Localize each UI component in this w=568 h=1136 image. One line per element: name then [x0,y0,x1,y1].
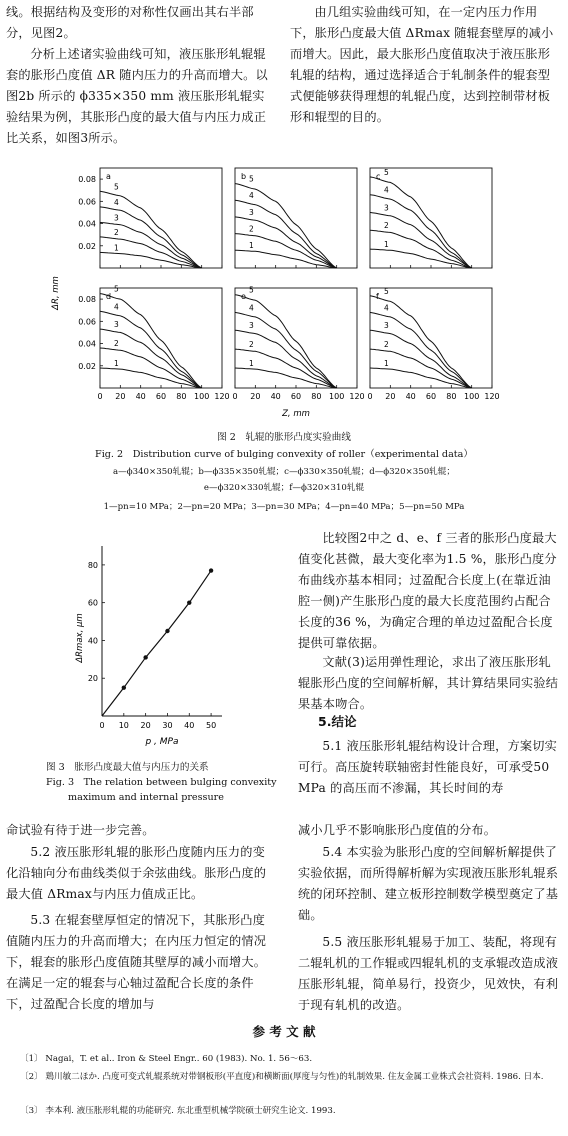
fig2-xlabel: Z, mm [282,409,310,419]
fig2-legend-line1: a—ϕ340×350轧辊；b—ϕ335×350轧辊；c—ϕ330×350轧辊；d—ϕ320×350轧辊； [113,467,455,477]
fig3-ytick-label: 60 [87,598,98,608]
fig2-series-label: 1 [248,241,254,251]
fig2-panel-letter: b [241,172,247,181]
fig2-xtick-label: 60 [155,392,167,401]
fig2-ytick-label: 0.02 [78,361,96,371]
para-left-bottom-cont: 命试验有待于进一步完善。 [6,823,155,837]
fig2-series-label: 5 [383,167,389,177]
fig3-xtick-label: 10 [118,721,129,730]
fig2-series-label: 4 [383,303,389,313]
fig2-series-label: 4 [383,185,389,195]
fig2-xtick-label: 40 [270,392,281,401]
reference-1: 〔1〕 Nagai，T. et al.. Iron & Steel Engr.. 60 (1983). No. 1. 56～63. [20,1054,313,1064]
fig2-series-label: 1 [248,359,254,368]
fig2-series-label: 3 [113,213,119,223]
fig2-ytick-label: 0.06 [78,197,96,207]
fig2-series-label: 4 [248,303,254,313]
fig2-panel-letter: a [106,172,111,181]
para-left-analysis: 分析上述诸实验曲线可知，液压胀形轧辊辊套的胀形凸度值 ΔR 随内压力的升高而增大。以图2b 所示的 ϕ335×350 mm 液压胀形轧辊实验结果为例，其胀形凸度的最大值与内压力成正比关系，如图3所示。 [6,47,268,145]
fig3-caption-en1: Fig. 3 The relation between bulging convexity [46,777,277,788]
fig3-data-point [187,600,191,604]
fig2-series-label: 5 [113,284,119,294]
fig2-xtick-label: 100 [194,392,210,401]
fig2-panel-letter: c [376,172,381,181]
fig2-series-label: 4 [113,302,119,312]
fig3-ytick-label: 80 [87,560,98,570]
para-right-bottom-cont: 减小几乎不影响胀形凸度值的分布。 [298,823,497,837]
fig3-data-point [122,685,126,689]
fig2-legend-line2: e—ϕ320×330轧辊；f—ϕ320×310轧辊 [203,483,365,493]
fig3-line [102,571,211,716]
fig2-panel-c [370,168,492,268]
fig2-panel-a [78,168,222,268]
para-right-top: 由几组实验曲线可知，在一定内压力作用下，胀形凸度最大值 ΔRmax 随辊套壁厚的减小而增大。因此，最大胀形凸度值取决于液压胀形轧辊的结构，通过选择适合于轧制条件的辊套型式便能够获得理想的轧辊凸度，达到控制带材板形和辊型的目的。 [290,5,554,124]
fig2-series-label: 4 [113,197,119,207]
fig2-series-label: 3 [248,207,254,217]
fig2-series-label: 1 [383,240,389,250]
fig2-caption-cn: 图 2 轧辊的胀形凸度实验曲线 [217,432,351,443]
fig2-series-label: 1 [383,359,389,368]
fig2-xtick-label: 80 [176,392,187,401]
fig2-xtick-label: 100 [329,392,345,401]
fig2-panel-letter: d [106,292,112,301]
fig2-series-label: 2 [383,340,389,350]
fig2-xtick-label: 40 [135,392,146,401]
fig2-series-label: 3 [383,321,389,331]
fig2-series-label: 4 [248,191,254,201]
fig2-series-label: 3 [383,203,389,213]
fig2-series-label: 3 [248,321,254,331]
section-5-title: 5.结论 [318,714,357,729]
fig3-caption-cn: 图 3 胀形凸度最大值与内压力的关系 [46,762,209,773]
fig2-series-label: 2 [248,224,254,234]
fig3-data-point [143,655,147,659]
fig2-panel-f [367,287,499,401]
para-5-2: 5.2 液压胀形轧辊的胀形凸度随内压力的变化沿轴向分布曲线类似于余弦曲线。胀形凸度的最大值 ΔRmax与内压力值成正比。 [6,845,267,901]
fig2-xtick-label: 60 [290,392,302,401]
fig2-xtick-label: 20 [115,392,126,401]
fig2-series-label: 1 [113,243,119,253]
fig2-chart [0,158,568,420]
reference-2: 〔2〕 鶏川敏二ほか. 凸度可变式轧辊系统对带钢板形(平直度)和横断面(厚度与匀性)的轧制效果. 住友金属工业株式会社资料. 1986. 日本. [20,1072,544,1082]
para-right-ref3: 文献(3)运用弹性理论，求出了液压胀形轧辊胀形凸度的空间解析解，其计算结果同实验结果基本吻合。 [298,655,559,711]
fig2-ytick-label: 0.04 [78,219,96,229]
para-5-4: 5.4 本实验为胀形凸度的空间解析解提供了实验依据，而所得解析解为实现液压胀形轧辊系统的闭环控制、建立板形控制数学模型奠定了基础。 [298,845,559,922]
fig2-xtick-label: 20 [250,392,261,401]
fig2-legend-line3: 1—pn=10 MPa；2—pn=20 MPa；3—pn=30 MPa；4—pn=40 MPa；5—pn=50 MPa [103,502,465,512]
fig3-chart [30,538,250,758]
fig2-ytick-label: 0.08 [78,295,96,305]
fig2-series-label: 1 [113,359,119,368]
reference-3: 〔3〕 李本利. 液压胀形轧辊的功能研究. 东北重型机械学院硕士研究生论文. 1993. [20,1106,336,1116]
fig2-panel-letter: f [376,292,379,301]
fig2-panel-d [78,285,229,401]
fig2-panel-frame [370,168,492,268]
fig2-xtick-label: 20 [385,392,396,401]
fig3-xtick-label: 40 [184,721,195,730]
fig2-series-label: 5 [248,174,254,184]
fig3-xtick-label: 50 [205,721,217,730]
fig2-ylabel: ΔR, mm [51,276,61,310]
fig2-series-label: 5 [248,285,254,295]
fig2-series-line [100,348,202,388]
fig2-panel-letter: e [241,292,246,301]
fig2-xtick-label: 0 [97,392,103,401]
fig2-series-label: 2 [113,227,119,237]
fig3-data-point [209,568,213,572]
para-left-top: 线。根据结构及变形的对称性仅画出其右半部分，见图2。 [6,5,254,40]
fig2-xtick-label: 60 [425,392,437,401]
para-5-5: 5.5 液压胀形轧辊易于加工、装配，将现有二辊轧机的工作辊或四辊轧机的支承辊改造成液压胀形轧辊，简单易行，投资少，见效快，有利于现有轧机的改造。 [298,935,559,1012]
fig3-data-point [165,629,169,633]
fig2-ytick-label: 0.06 [78,317,96,327]
fig2-xtick-label: 0 [232,392,238,401]
fig2-series-label: 5 [113,182,119,192]
para-right-compare: 比较图2中之 d、e、f 三者的胀形凸度最大值变化甚微，最大变化率为1.5 %，胀形凸度分布曲线亦基本相同；过盈配合长度上(在靠近油腔一侧)产生胀形凸度的最大长度范围约占配合长度的36 %，为确定合理的单边过盈配合长度提供可靠依据。 [298,531,557,650]
fig3-ylabel: ΔRmax, μm [75,613,85,663]
references-title: 参 考 文 献 [252,1024,316,1039]
fig3-ytick-label: 20 [87,674,98,684]
fig3-caption-en2: maximum and internal pressure [68,792,224,803]
fig2-series-label: 2 [113,339,119,348]
para-5-1: 5.1 液压胀形轧辊结构设计合理，方案切实可行。高压旋转联轴密封性能良好，可承受50 MPa 的高压而不渗漏，其长时间的寿 [298,739,558,795]
fig3-ytick-label: 40 [87,636,98,646]
fig2-series-label: 2 [383,221,389,231]
fig3-xtick-label: 0 [99,721,105,730]
fig2-xtick-label: 120 [214,392,230,401]
fig2-panel-e [232,286,364,401]
fig2-xtick-label: 100 [464,392,480,401]
para-5-3: 5.3 在辊套壁厚恒定的情况下，其胀形凸度值随内压力的升高而增大；在内压力恒定的情况下，辊套的胀形凸度值随其壁厚的减小而增大。在满足一定的辊套与心轴过盈配合长度的条件下，过盈配合长度的增加与 [6,913,267,1011]
fig2-ytick-label: 0.02 [78,241,96,251]
fig2-ytick-label: 0.08 [78,175,96,185]
fig2-xtick-label: 80 [446,392,457,401]
fig3-xlabel: p , MPa [145,737,179,747]
fig2-xtick-label: 40 [405,392,416,401]
fig2-panel-b [235,168,357,268]
fig2-xtick-label: 120 [349,392,365,401]
fig2-series-label: 5 [383,286,389,296]
fig2-xtick-label: 0 [367,392,373,401]
fig3-xtick-label: 30 [162,721,173,730]
fig2-caption-en: Fig. 2 Distribution curve of bulging convexity of roller（experimental data） [95,449,473,460]
fig3-xtick-label: 20 [140,721,151,730]
fig2-series-label: 3 [113,320,119,330]
fig2-xtick-label: 80 [311,392,322,401]
fig2-series-label: 2 [248,340,254,350]
fig2-ytick-label: 0.04 [78,339,96,349]
fig2-xtick-label: 120 [484,392,500,401]
